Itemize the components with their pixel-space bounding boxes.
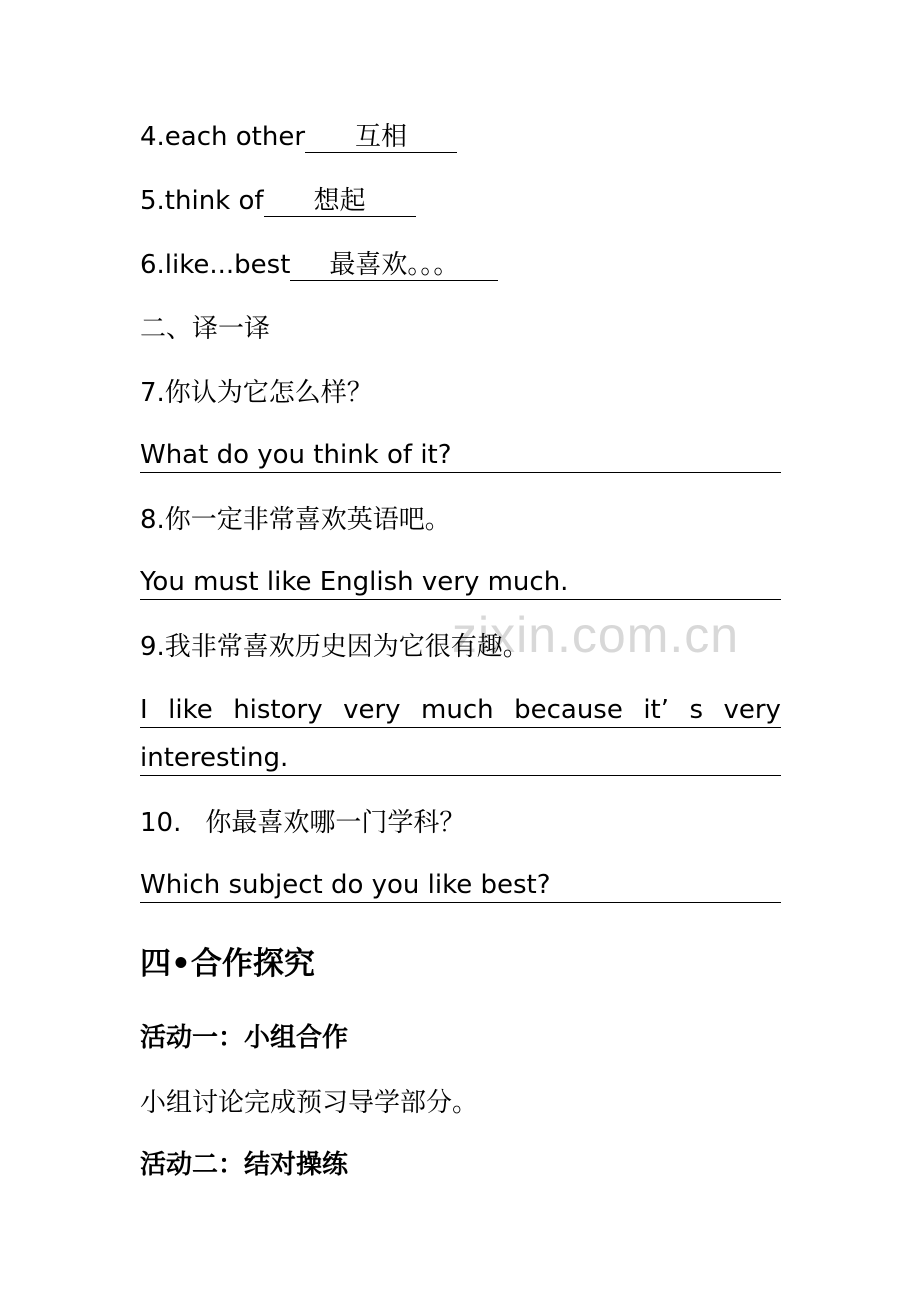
section-translate-heading: 二、译一译 bbox=[140, 314, 271, 344]
vocab-item-5 bbox=[140, 184, 416, 218]
vocab-term: 6.like...best bbox=[140, 250, 291, 280]
question-9: 9.我非常喜欢历史因为它很有趣。 bbox=[140, 632, 529, 662]
answer-word: s bbox=[689, 695, 704, 725]
vocab-answer-blank: 互相 bbox=[305, 120, 457, 153]
question-7: 7.你认为它怎么样？ bbox=[140, 378, 373, 408]
question-10 bbox=[140, 806, 465, 840]
vocab-term: 4.each other bbox=[140, 122, 306, 152]
answer-word: very bbox=[343, 695, 401, 725]
vocab-item-4 bbox=[140, 120, 457, 154]
answer-word: I bbox=[140, 695, 148, 725]
activity-1-title: 活动一：小组合作 bbox=[140, 1023, 349, 1053]
vocab-item-6 bbox=[140, 248, 498, 282]
answer-7: What do you think of it? bbox=[140, 438, 781, 473]
watermark: zixin.com.cn bbox=[452, 607, 740, 663]
answer-word: much bbox=[421, 695, 494, 725]
answer-word: because bbox=[514, 695, 623, 725]
activity-2-title: 活动二：结对操练 bbox=[140, 1150, 349, 1180]
vocab-answer-blank: 最喜欢。。。 bbox=[290, 248, 498, 281]
vocab-answer-blank: 想起 bbox=[264, 184, 416, 217]
answer-word: like bbox=[168, 695, 213, 725]
answer-9-line-2: interesting. bbox=[140, 741, 781, 776]
section-4-title: 四•合作探究 bbox=[140, 946, 315, 982]
answer-10: Which subject do you like best? bbox=[140, 868, 781, 903]
vocab-term: 5.think of bbox=[140, 186, 264, 216]
answer-word: history bbox=[233, 695, 323, 725]
question-text: 你最喜欢哪一门学科？ bbox=[205, 808, 466, 838]
answer-word: very bbox=[723, 695, 781, 725]
activity-1-text: 小组讨论完成预习导学部分。 bbox=[140, 1088, 479, 1118]
question-number: 10. bbox=[140, 808, 182, 838]
answer-word: it’ bbox=[643, 695, 669, 725]
answer-9-line-1 bbox=[140, 693, 781, 728]
answer-8: You must like English very much. bbox=[140, 565, 781, 600]
question-8: 8.你一定非常喜欢英语吧。 bbox=[140, 505, 451, 535]
